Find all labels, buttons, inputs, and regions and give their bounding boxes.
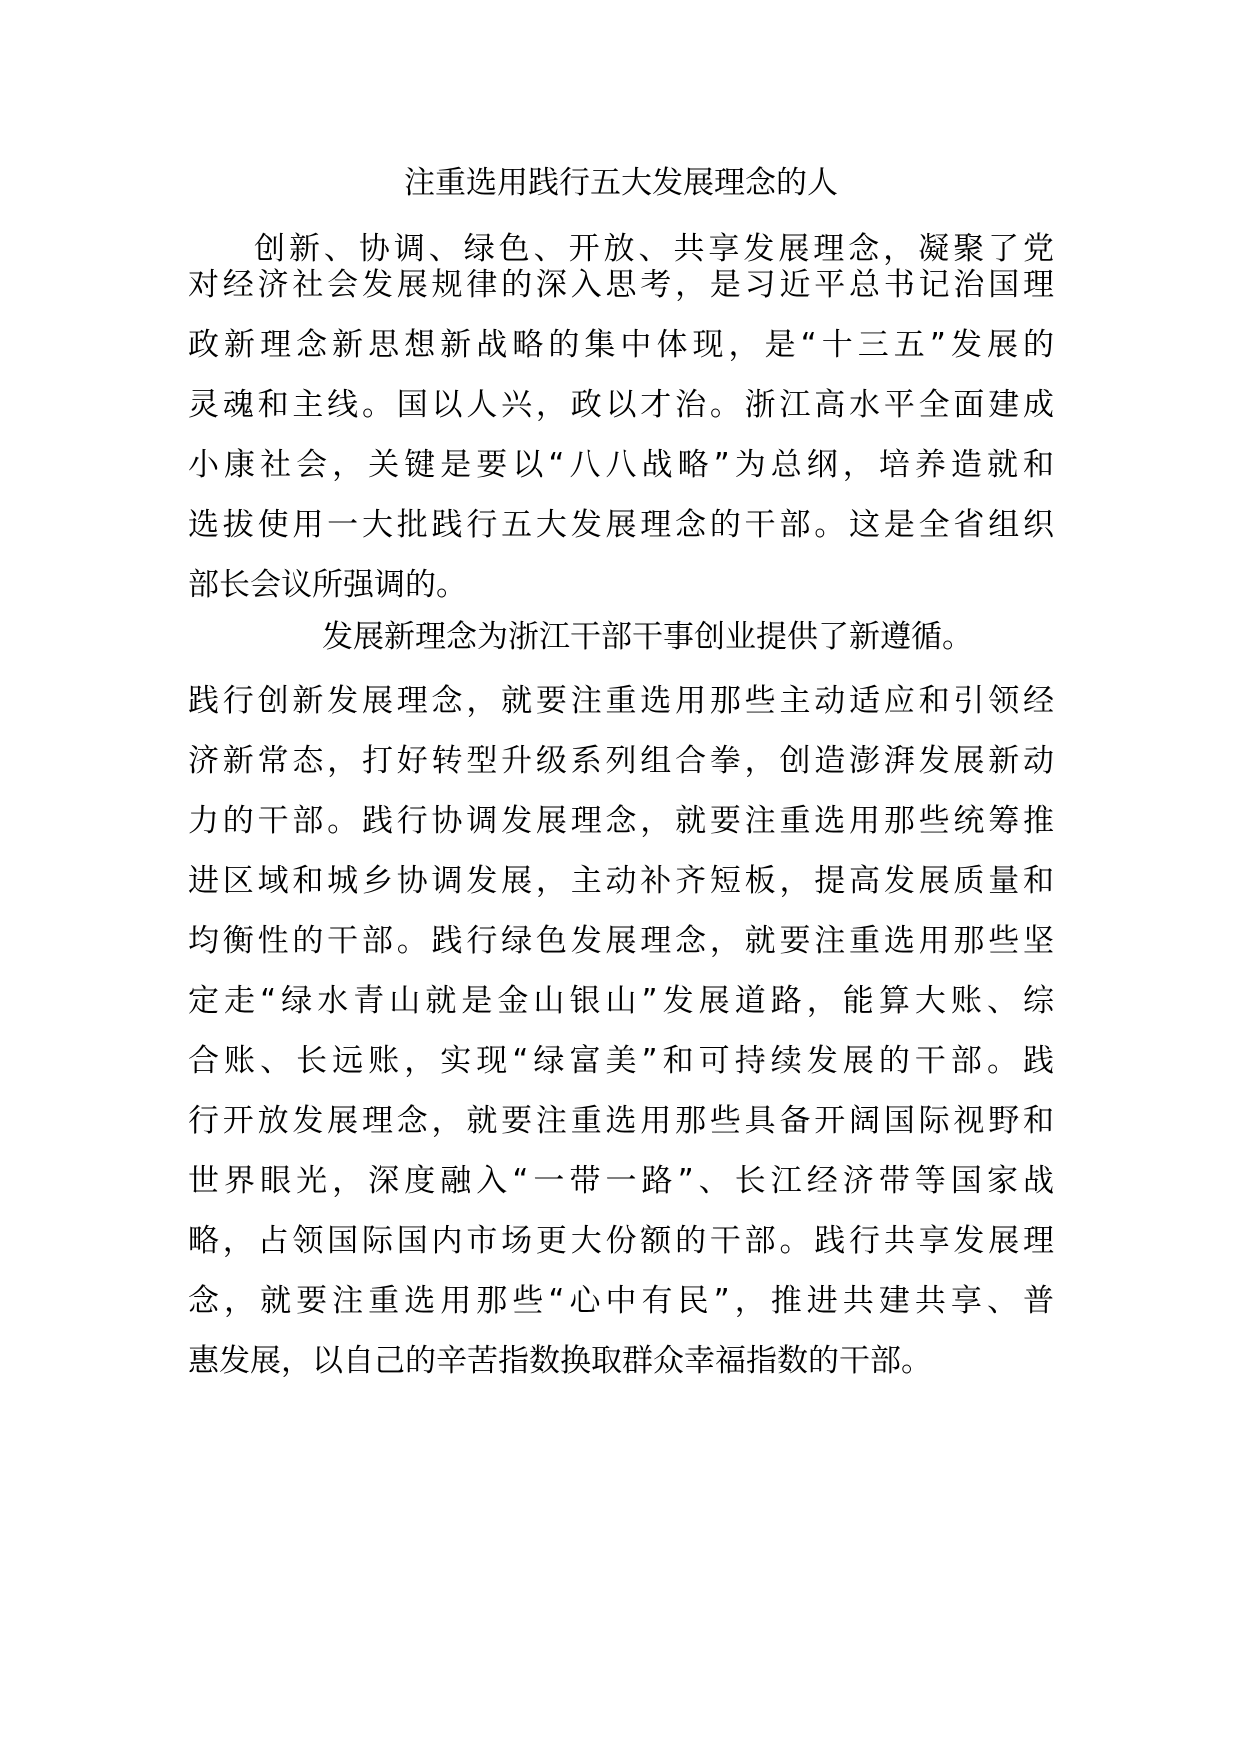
paragraph-1-line-5: 小康社会，关键是要以“八八战略”为总纲，培养造就和 [188,447,1054,483]
paragraph-1-line-3: 政新理念新思想新战略的集中体现，是“十三五”发展的 [188,327,1054,363]
paragraph-1-line-1: 创新、协调、绿色、开放、共享发展理念，凝聚了党 [254,231,1054,267]
paragraph-1-line-7: 部长会议所强调的。 [188,567,467,603]
paragraph-1-line-4: 灵魂和主线。国以人兴，政以才治。浙江高水平全面建成 [188,387,1054,423]
paragraph-2-line-5: 进区域和城乡协调发展，主动补齐短板，提高发展质量和 [188,863,1054,899]
paragraph-2-line-13: 惠发展，以自己的辛苦指数换取群众幸福指数的干部。 [188,1343,932,1379]
paragraph-2-line-6: 均衡性的干部。践行绿色发展理念，就要注重选用那些坚 [188,923,1054,959]
paragraph-2-line-10: 世界眼光，深度融入“一带一路”、长江经济带等国家战 [188,1163,1054,1199]
paragraph-2-line-2: 践行创新发展理念，就要注重选用那些主动适应和引领经 [188,683,1054,719]
document-title: 注重选用践行五大发展理念的人 [404,165,838,201]
paragraph-2-line-12: 念，就要注重选用那些“心中有民”，推进共建共享、普 [188,1283,1054,1319]
paragraph-2-line-7: 定走“绿水青山就是金山银山”发展道路，能算大账、综 [188,983,1054,1019]
paragraph-2-line-4: 力的干部。践行协调发展理念，就要注重选用那些统筹推 [188,803,1054,839]
paragraph-1-line-6: 选拔使用一大批践行五大发展理念的干部。这是全省组织 [188,507,1054,543]
paragraph-2-line-3: 济新常态，打好转型升级系列组合拳，创造澎湃发展新动 [188,743,1054,779]
paragraph-2-line-1: 发展新理念为浙江干部干事创业提供了新遵循。 [322,619,973,655]
paragraph-2-line-11: 略，占领国际国内市场更大份额的干部。践行共享发展理 [188,1223,1054,1259]
paragraph-1-line-2: 对经济社会发展规律的深入思考，是习近平总书记治国理 [188,267,1054,303]
paragraph-2-line-8: 合账、长远账，实现“绿富美”和可持续发展的干部。践 [188,1043,1054,1079]
paragraph-2-line-9: 行开放发展理念，就要注重选用那些具备开阔国际视野和 [188,1103,1054,1139]
